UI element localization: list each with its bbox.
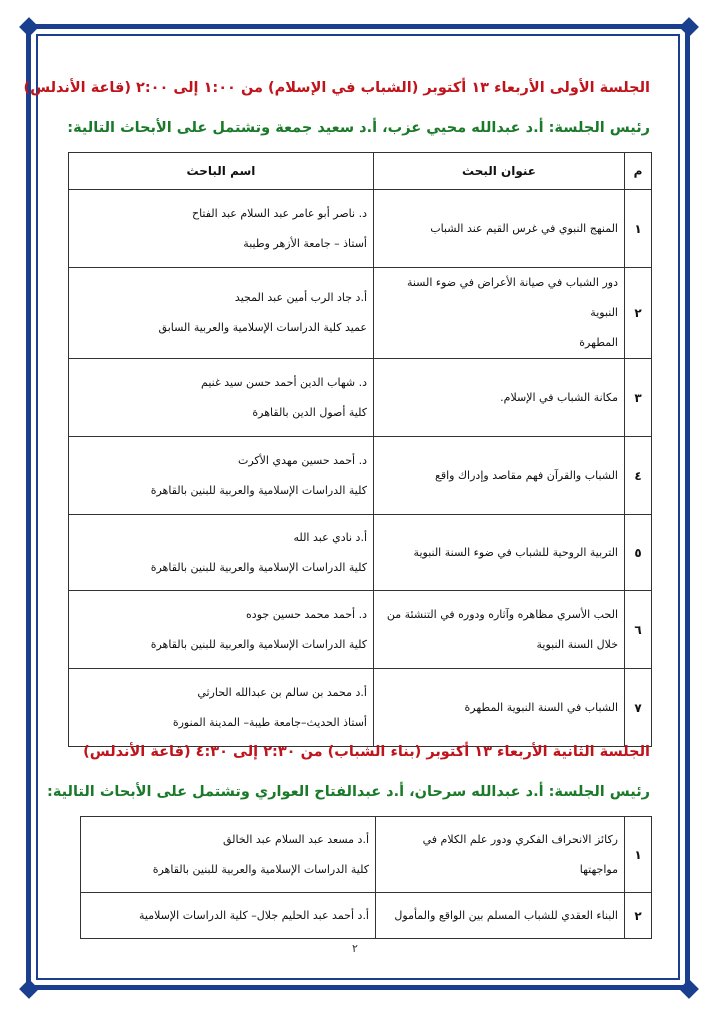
researcher-name: د. ناصر أبو عامر عبد السلام عبد الفتاح — [191, 206, 367, 220]
research-title-line: خلال السنة النبوية — [536, 637, 618, 651]
research-title-line: الحب الأسري مظاهره وآثاره ودوره في التنشئة من — [386, 607, 618, 621]
session2-chair: رئيس الجلسة: أ.د عبدالله سرحان، أ.د عبدالفتاح العواري وتشتمل على الأبحاث التالية: — [47, 784, 650, 800]
session1-chair: رئيس الجلسة: أ.د عبدالله محيي عزب، أ.د سعيد جمعة وتشتمل على الأبحاث التالية: — [67, 120, 650, 136]
table-header-row — [69, 153, 652, 190]
row-number: ٢ — [625, 268, 652, 359]
session1-table — [68, 152, 652, 747]
table-row — [69, 190, 652, 268]
page-number: ٢ — [352, 942, 358, 955]
researcher-cell — [69, 437, 374, 515]
research-title-line: التربية الروحية للشباب في ضوء السنة النبوية — [413, 545, 618, 559]
row-number: ١ — [625, 817, 652, 893]
researcher-cell — [69, 515, 374, 591]
table-row — [69, 669, 652, 747]
researcher-cell — [69, 669, 374, 747]
researcher-name: أ.د أحمد عبد الحليم جلال– كلية الدراسات الإسلامية — [138, 908, 369, 922]
table-row — [69, 515, 652, 591]
column-header-researcher: اسم الباحث — [69, 153, 374, 190]
researcher-affiliation: كلية الدراسات الإسلامية والعربية للبنين بالقاهرة — [152, 862, 369, 876]
row-number: ٤ — [625, 437, 652, 515]
row-number: ٧ — [625, 669, 652, 747]
research-title-cell — [374, 437, 625, 515]
research-title-cell — [374, 190, 625, 268]
column-header-num: م — [625, 153, 652, 190]
researcher-name: د. أحمد حسين مهدي الأكرت — [237, 453, 367, 467]
researcher-affiliation: عميد كلية الدراسات الإسلامية والعربية السابق — [158, 321, 367, 334]
table-row — [81, 817, 652, 893]
researcher-name: أ.د نادي عبد الله — [293, 530, 367, 544]
researcher-cell — [81, 893, 376, 939]
research-title-cell — [374, 669, 625, 747]
researcher-cell — [81, 817, 376, 893]
researcher-cell — [69, 591, 374, 669]
research-title-line: المنهج النبوي في غرس القيم عند الشباب — [430, 221, 618, 235]
research-title-line: الشباب في السنة النبوية المطهرة — [464, 700, 618, 714]
column-header-title: عنوان البحث — [374, 153, 625, 190]
row-number: ١ — [625, 190, 652, 268]
row-number: ٥ — [625, 515, 652, 591]
research-title-cell — [376, 893, 625, 939]
researcher-cell — [69, 190, 374, 268]
research-title-line: الشباب والقرآن فهم مقاصد وإدراك واقع — [435, 468, 618, 482]
research-title-cell — [374, 268, 625, 359]
research-title-line: المطهرة — [579, 336, 618, 349]
row-number: ٣ — [625, 359, 652, 437]
researcher-name: أ.د جاد الرب أمين عبد المجيد — [234, 291, 367, 304]
table-row — [81, 893, 652, 939]
research-title-line: ركائز الانحراف الفكري ودور علم الكلام في مواجهتها — [422, 832, 618, 876]
researcher-affiliation: أستاذ – جامعة الأزهر وطيبة — [243, 236, 367, 250]
research-title-cell — [374, 359, 625, 437]
researcher-affiliation: كلية أصول الدين بالقاهرة — [252, 405, 367, 419]
table-row — [69, 268, 652, 359]
research-title-line: مكانة الشباب في الإسلام. — [500, 390, 618, 404]
table-row — [69, 591, 652, 669]
researcher-affiliation: كلية الدراسات الإسلامية والعربية للبنين بالقاهرة — [150, 637, 367, 651]
table-row — [69, 359, 652, 437]
research-title-line: دور الشباب في صيانة الأعراض في ضوء السنة النبوية — [406, 276, 618, 319]
researcher-name: د. شهاب الدين أحمد حسن سيد غنيم — [201, 375, 367, 389]
research-title-cell — [376, 817, 625, 893]
research-title-cell — [374, 515, 625, 591]
researcher-name: أ.د مسعد عبد السلام عبد الخالق — [222, 832, 369, 846]
research-title-line: البناء العقدي للشباب المسلم بين الواقع والمأمول — [394, 908, 618, 922]
session1-header: الجلسة الأولى الأربعاء ١٣ أكتوبر (الشباب في الإسلام) من ١:٠٠ إلى ٢:٠٠ (قاعة الأندلس) — [23, 80, 650, 96]
researcher-name: أ.د محمد بن سالم بن عبدالله الحارثي — [197, 685, 367, 699]
row-number: ٢ — [625, 893, 652, 939]
researcher-affiliation: أستاذ الحديث–جامعة طيبة– المدينة المنورة — [172, 715, 367, 729]
row-number: ٦ — [625, 591, 652, 669]
table-row — [69, 437, 652, 515]
session2-header: الجلسة الثانية الأربعاء ١٣ أكتوبر (بناء الشباب) من ٢:٣٠ إلى ٤:٣٠ (قاعة الأندلس) — [83, 744, 650, 760]
researcher-name: د. أحمد محمد حسين جوده — [246, 607, 367, 621]
researcher-affiliation: كلية الدراسات الإسلامية والعربية للبنين بالقاهرة — [150, 483, 367, 497]
researcher-cell — [69, 359, 374, 437]
researcher-affiliation: كلية الدراسات الإسلامية والعربية للبنين بالقاهرة — [150, 560, 367, 574]
research-title-cell — [374, 591, 625, 669]
session2-table — [80, 816, 652, 939]
researcher-cell — [69, 268, 374, 359]
